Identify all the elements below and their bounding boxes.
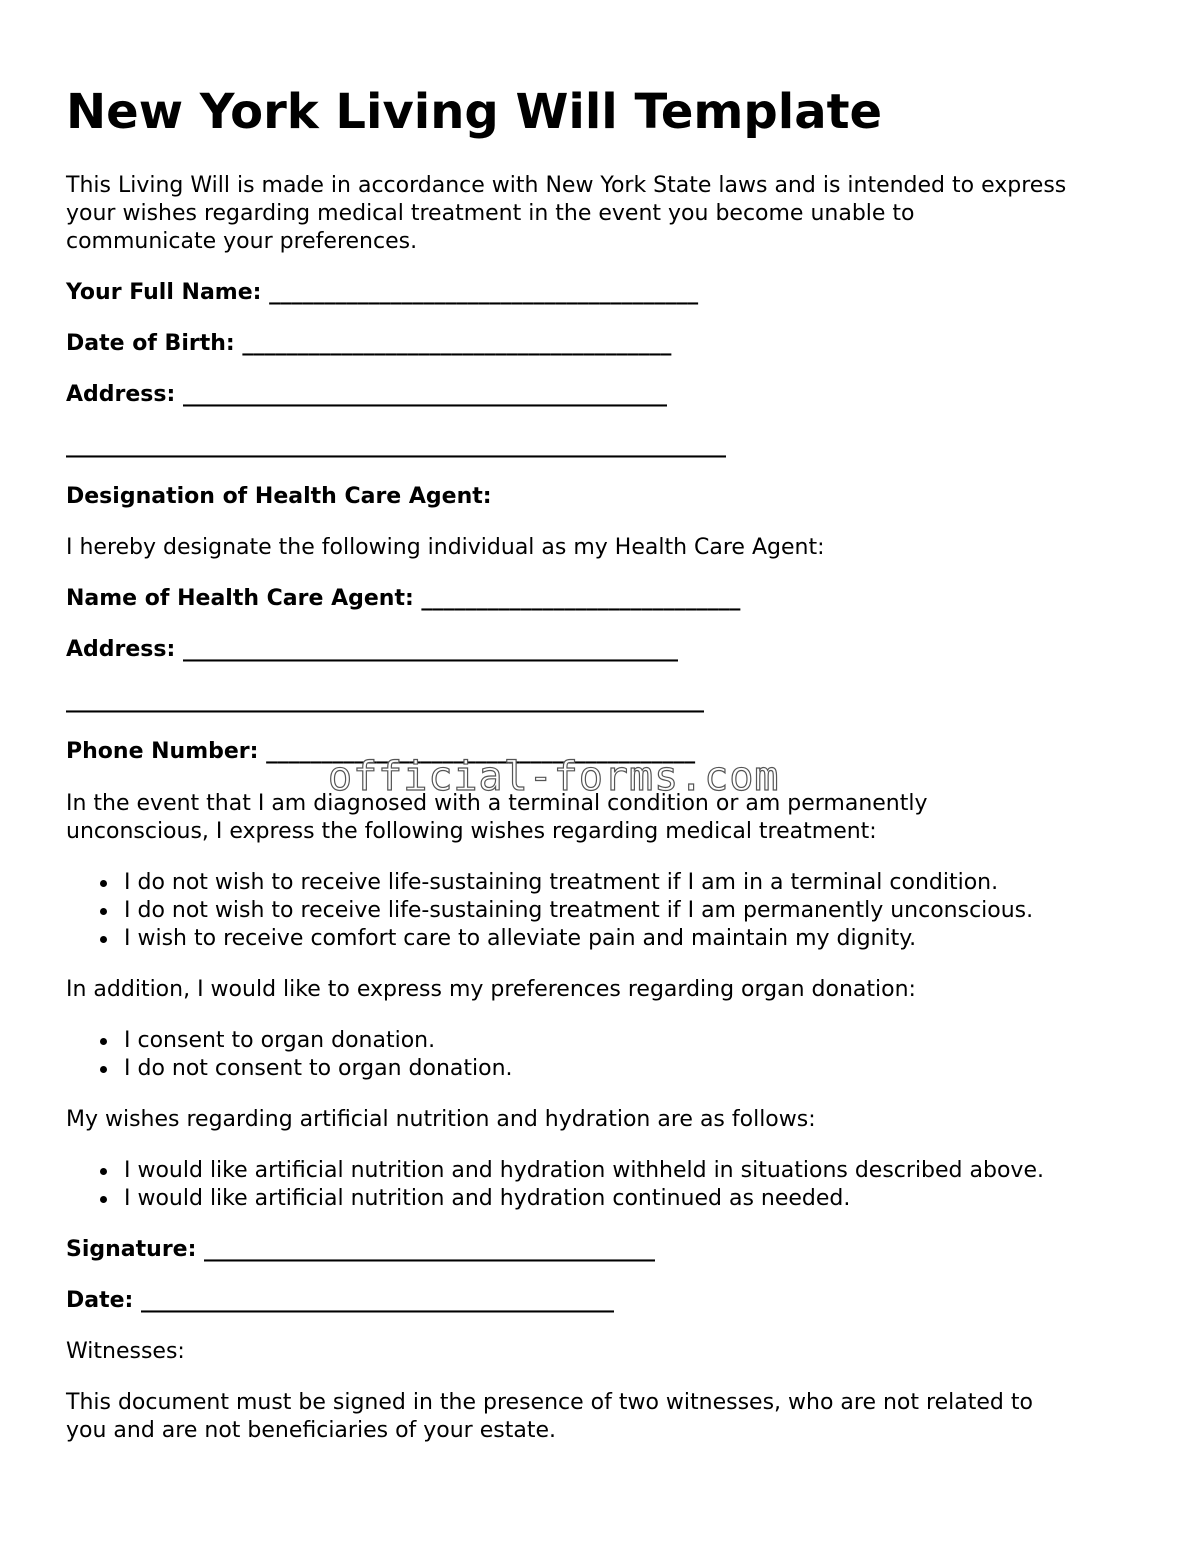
list-item: I do not wish to receive life-sustaining treatment if I am in a terminal condition.: [66, 869, 1033, 897]
intro-line-3: communicate your preferences.: [66, 229, 418, 254]
nutrition-intro: My wishes regarding artificial nutrition and hydration are as follows:: [66, 1107, 816, 1132]
organ-intro: In addition, I would like to express my preferences regarding organ donation:: [66, 977, 916, 1002]
date-field[interactable]: Date: ___________________________________________: [66, 1288, 615, 1313]
agent-heading: Designation of Health Care Agent:: [66, 484, 492, 509]
address-line2-field[interactable]: ____________________________________________________________: [66, 433, 726, 458]
watermark: official-forms.com: [328, 754, 780, 800]
agent-name-field[interactable]: Name of Health Care Agent: _____________________________: [66, 586, 741, 611]
witness-note-line-1: This document must be signed in the presence of two witnesses, who are not related to: [66, 1390, 1033, 1415]
organ-list: [66, 1027, 513, 1083]
address-field[interactable]: Address: ____________________________________________: [66, 382, 667, 407]
list-item: I consent to organ donation.: [66, 1027, 513, 1055]
page-title: New York Living Will Template: [66, 84, 883, 140]
list-item: I wish to receive comfort care to alleviate pain and maintain my dignity.: [66, 925, 1033, 953]
treatment-list: [66, 869, 1033, 953]
agent-intro: I hereby designate the following individual as my Health Care Agent:: [66, 535, 825, 560]
full-name-field[interactable]: Your Full Name: _______________________________________: [66, 280, 699, 305]
agent-address-line2-field[interactable]: __________________________________________________________: [66, 688, 704, 713]
treatment-intro-line-2: unconscious, I express the following wishes regarding medical treatment:: [66, 819, 877, 844]
signature-field[interactable]: Signature: _________________________________________: [66, 1237, 656, 1262]
witness-note-line-2: you and are not beneficiaries of your estate.: [66, 1418, 556, 1443]
list-item: I do not consent to organ donation.: [66, 1055, 513, 1083]
phone-number-field[interactable]: Phone Number: _______________________________________: [66, 739, 696, 764]
date-of-birth-field[interactable]: Date of Birth: _______________________________________: [66, 331, 672, 356]
agent-address-field[interactable]: Address: _____________________________________________: [66, 637, 678, 662]
witnesses-label: Witnesses:: [66, 1339, 185, 1364]
intro-line-1: This Living Will is made in accordance with New York State laws and is intended to express: [66, 173, 1067, 198]
list-item: I do not wish to receive life-sustaining treatment if I am permanently unconscious.: [66, 897, 1033, 925]
nutrition-list: [66, 1157, 1044, 1213]
list-item: I would like artificial nutrition and hydration continued as needed.: [66, 1185, 1044, 1213]
intro-line-2: your wishes regarding medical treatment in the event you become unable to: [66, 201, 915, 226]
treatment-intro-line-1: In the event that I am diagnosed with a terminal condition or am permanently: [66, 791, 928, 816]
list-item: I would like artificial nutrition and hydration withheld in situations described above.: [66, 1157, 1044, 1185]
